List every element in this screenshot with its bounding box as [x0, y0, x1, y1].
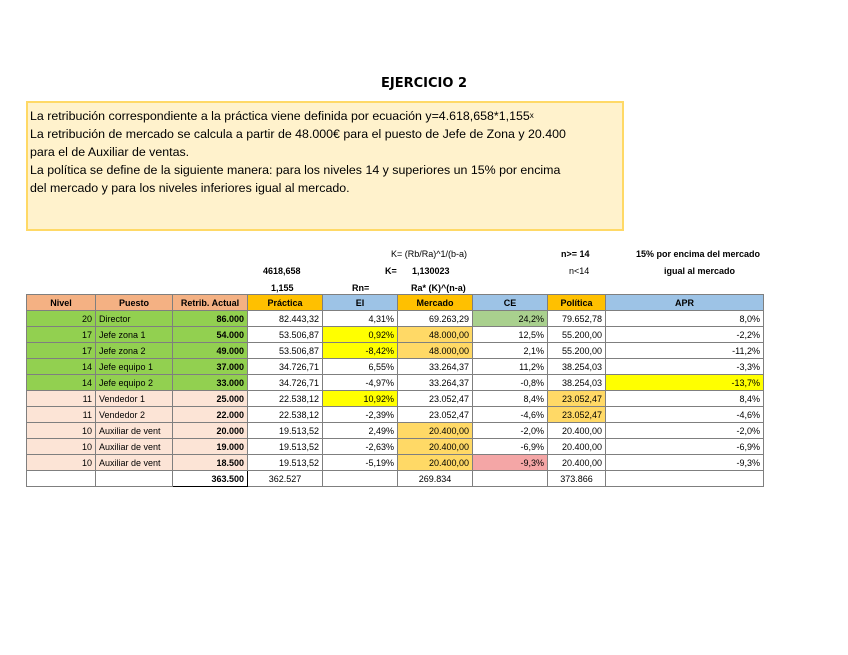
cell-mercado: 69.263,29: [398, 311, 473, 327]
cell-ei: -5,19%: [323, 455, 398, 471]
cell-puesto: Jefe equipo 2: [96, 375, 173, 391]
description-line-2: La retribución de mercado se calcula a partir de 48.000€ para el puesto de Jefe de Zona y 20.400: [30, 127, 566, 141]
cell-nivel: 10: [27, 439, 96, 455]
description-line-1: La retribución correspondiente a la práctica viene definida por ecuación $y=4.618,658*1,155^x$: [30, 109, 534, 123]
cell-puesto: Auxiliar de vent: [96, 455, 173, 471]
table-row: [27, 343, 764, 359]
cell-nivel: 17: [27, 343, 96, 359]
header-mercado: Mercado: [398, 295, 473, 311]
cell-puesto: Jefe zona 1: [96, 327, 173, 343]
cell-mercado: 20.400,00: [398, 455, 473, 471]
cell-apr: 8,0%: [606, 311, 764, 327]
cell-nivel: 20: [27, 311, 96, 327]
cell-retrib: 22.000: [173, 407, 248, 423]
cell-ce: 8,4%: [473, 391, 548, 407]
cell-ce: 12,5%: [473, 327, 548, 343]
table-row: [27, 375, 764, 391]
cell-puesto: Director: [96, 311, 173, 327]
cell-apr: -11,2%: [606, 343, 764, 359]
cell-ei: -4,97%: [323, 375, 398, 391]
cell-ce: 24,2%: [473, 311, 548, 327]
cell-politica: 23.052,47: [548, 391, 606, 407]
header-apr: APR: [606, 295, 764, 311]
cell-retrib: 49.000: [173, 343, 248, 359]
cell-practica: 34.726,71: [248, 375, 323, 391]
cell-ei: -8,42%: [323, 343, 398, 359]
header-ei: EI: [323, 295, 398, 311]
cell-ei: -2,39%: [323, 407, 398, 423]
cell-mercado: 48.000,00: [398, 343, 473, 359]
k-formula: K= (Rb/Ra)^1/(b-a): [391, 249, 467, 259]
cell-puesto: Auxiliar de vent: [96, 439, 173, 455]
table-header-row: [27, 295, 764, 311]
cell-puesto: Vendedor 2: [96, 407, 173, 423]
totals-row: [27, 471, 764, 487]
description-line-4: La política se define de la siguiente manera: para los niveles 14 y superiores un 15% por encima: [30, 163, 561, 177]
cell-mercado: 48.000,00: [398, 327, 473, 343]
header-politica: Política: [548, 295, 606, 311]
cell-ce: 11,2%: [473, 359, 548, 375]
cell-nivel: 10: [27, 423, 96, 439]
cell-practica: 22.538,12: [248, 391, 323, 407]
table-row: [27, 407, 764, 423]
cell-puesto: Jefe equipo 1: [96, 359, 173, 375]
cell-practica: 19.513,52: [248, 423, 323, 439]
cell-mercado: 20.400,00: [398, 423, 473, 439]
table-row: [27, 327, 764, 343]
table-row: [27, 359, 764, 375]
cell-nivel: 10: [27, 455, 96, 471]
cell-apr: -2,0%: [606, 423, 764, 439]
table-row: [27, 311, 764, 327]
rule2-condition: n<14: [569, 266, 590, 276]
description-line-3: para el de Auxiliar de ventas.: [30, 145, 190, 159]
cell-ei: 0,92%: [323, 327, 398, 343]
cell-practica: 53.506,87: [248, 343, 323, 359]
exercise-description: [26, 101, 624, 231]
cell-retrib: 86.000: [173, 311, 248, 327]
cell-nivel: 14: [27, 359, 96, 375]
cell-politica: 38.254,03: [548, 375, 606, 391]
total-retrib: 363.500: [173, 471, 248, 487]
header-practica: Práctica: [248, 295, 323, 311]
table-row: [27, 423, 764, 439]
cell-puesto: Vendedor 1: [96, 391, 173, 407]
cell-ei: 10,92%: [323, 391, 398, 407]
cell-retrib: 54.000: [173, 327, 248, 343]
cell-retrib: 19.000: [173, 439, 248, 455]
cell-puesto: Jefe zona 2: [96, 343, 173, 359]
cell-ce: -4,6%: [473, 407, 548, 423]
cell-retrib: 20.000: [173, 423, 248, 439]
cell-nivel: 14: [27, 375, 96, 391]
cell-politica: 20.400,00: [548, 455, 606, 471]
cell-practica: 19.513,52: [248, 439, 323, 455]
cell-politica: 20.400,00: [548, 423, 606, 439]
total-practica: 362.527: [248, 471, 323, 487]
cell-practica: 22.538,12: [248, 407, 323, 423]
header-ce: CE: [473, 295, 548, 311]
page-title: EJERCICIO 2: [381, 76, 467, 91]
cell-practica: 53.506,87: [248, 327, 323, 343]
cell-politica: 20.400,00: [548, 439, 606, 455]
cell-apr: -4,6%: [606, 407, 764, 423]
header-puesto: Puesto: [96, 295, 173, 311]
cell-practica: 19.513,52: [248, 455, 323, 471]
cell-apr: -2,2%: [606, 327, 764, 343]
rule1-condition: n>= 14: [561, 249, 590, 259]
total-mercado: 269.834: [398, 471, 473, 487]
cell-ce: -2,0%: [473, 423, 548, 439]
cell-ei: -2,63%: [323, 439, 398, 455]
table-row: [27, 439, 764, 455]
cell-ei: 4,31%: [323, 311, 398, 327]
cell-retrib: 25.000: [173, 391, 248, 407]
cell-nivel: 17: [27, 327, 96, 343]
table-row: [27, 455, 764, 471]
cell-practica: 82.443,32: [248, 311, 323, 327]
cell-retrib: 37.000: [173, 359, 248, 375]
cell-retrib: 33.000: [173, 375, 248, 391]
cell-politica: 38.254,03: [548, 359, 606, 375]
rule1-text: 15% por encima del mercado: [636, 249, 761, 259]
rn-formula: Ra* (K)^(n-a): [411, 283, 466, 293]
cell-mercado: 20.400,00: [398, 439, 473, 455]
cell-politica: 55.200,00: [548, 327, 606, 343]
cell-apr: 8,4%: [606, 391, 764, 407]
cell-ce: 2,1%: [473, 343, 548, 359]
cell-mercado: 33.264,37: [398, 375, 473, 391]
cell-apr: -3,3%: [606, 359, 764, 375]
cell-politica: 23.052,47: [548, 407, 606, 423]
cell-apr: -6,9%: [606, 439, 764, 455]
table-row: [27, 391, 764, 407]
cell-nivel: 11: [27, 391, 96, 407]
cell-mercado: 23.052,47: [398, 391, 473, 407]
k-label: K=: [385, 266, 397, 276]
cell-ei: 6,55%: [323, 359, 398, 375]
b-value: 1,155: [271, 283, 294, 293]
description-line-5: del mercado y para los niveles inferiores igual al mercado.: [30, 181, 350, 195]
cell-apr: -13,7%: [606, 375, 764, 391]
cell-ce: -9,3%: [473, 455, 548, 471]
cell-nivel: 11: [27, 407, 96, 423]
cell-ei: 2,49%: [323, 423, 398, 439]
header-nivel: Nivel: [27, 295, 96, 311]
total-politica: 373.866: [548, 471, 606, 487]
cell-puesto: Auxiliar de vent: [96, 423, 173, 439]
cell-ce: -0,8%: [473, 375, 548, 391]
salary-table: [26, 294, 764, 487]
cell-apr: -9,3%: [606, 455, 764, 471]
cell-politica: 79.652,78: [548, 311, 606, 327]
cell-practica: 34.726,71: [248, 359, 323, 375]
cell-politica: 55.200,00: [548, 343, 606, 359]
rule2-text: igual al mercado: [664, 266, 736, 276]
header-retrib: Retrib. Actual: [173, 295, 248, 311]
rn-label: Rn=: [352, 283, 370, 293]
k-value: 1,130023: [412, 266, 450, 276]
cell-ce: -6,9%: [473, 439, 548, 455]
cell-mercado: 33.264,37: [398, 359, 473, 375]
cell-retrib: 18.500: [173, 455, 248, 471]
cell-mercado: 23.052,47: [398, 407, 473, 423]
a-value: 4618,658: [263, 266, 301, 276]
